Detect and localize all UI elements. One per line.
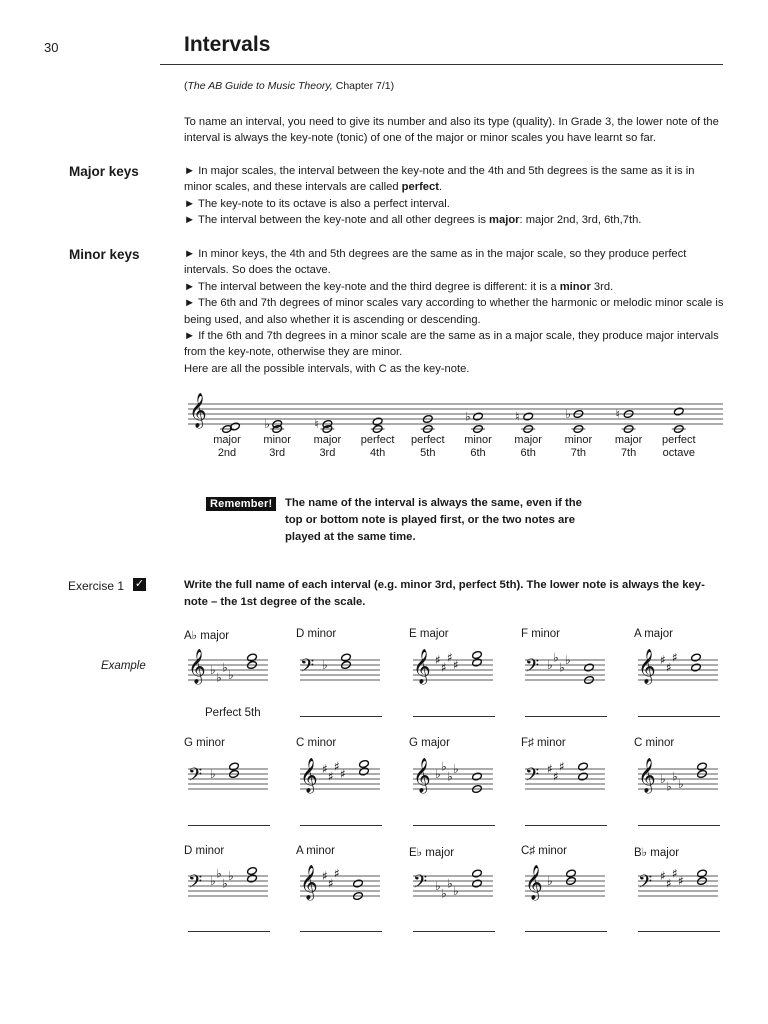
sharp-icon: ♯ xyxy=(660,653,666,667)
key-label: F minor xyxy=(521,628,560,640)
flat-icon: ♭ xyxy=(465,409,471,424)
note-head xyxy=(422,425,433,434)
flat-icon: ♭ xyxy=(547,874,553,888)
page-title: Intervals xyxy=(184,33,271,56)
exercise-staff xyxy=(413,758,493,794)
note-head xyxy=(691,663,702,672)
exercise-label: Exercise 1 xyxy=(68,579,125,593)
treble-clef-icon: 𝄞 xyxy=(300,758,318,793)
note-head xyxy=(359,767,370,776)
key-label: C minor xyxy=(296,737,337,749)
flat-icon: ♭ xyxy=(447,876,453,891)
interval-label xyxy=(553,434,603,460)
note-head xyxy=(353,892,364,901)
interval-number: 7th xyxy=(570,447,587,459)
exercise-instruction: Write the full name of each interval (e.g. minor 3rd, perfect 5th). The lower note is always the key-note – the 1st degree of the scale. xyxy=(184,579,705,608)
exercise-staff xyxy=(638,758,718,794)
interval-quality: perfect xyxy=(360,434,395,446)
interval-perfect-4th xyxy=(371,417,385,433)
bass-clef-icon: 𝄢 xyxy=(300,656,315,681)
note-head xyxy=(422,415,433,424)
bass-clef-icon: 𝄢 xyxy=(525,656,540,681)
note-head xyxy=(573,425,584,434)
interval-staff-lines xyxy=(188,393,723,433)
sharp-icon: ♯ xyxy=(441,660,447,675)
note-head xyxy=(523,412,534,421)
note-head xyxy=(472,772,483,781)
interval-perfect-5th xyxy=(421,415,435,434)
key-label: D minor xyxy=(184,845,225,857)
minor-bullet-2: ► The interval between the key-note and the third degree is different: it is a minor 3rd. xyxy=(184,280,614,293)
sharp-icon: ♯ xyxy=(660,869,666,883)
exercise-staff xyxy=(525,865,605,901)
key-label: A♭ major xyxy=(184,630,230,642)
ref-book: The AB Guide to Music Theory, xyxy=(187,80,333,92)
exercise-staff xyxy=(188,649,268,685)
interval-label xyxy=(403,434,453,460)
example-answer: Perfect 5th xyxy=(205,707,261,719)
note-head xyxy=(272,425,283,434)
natural-icon: ♮ xyxy=(615,407,620,421)
answer-line[interactable] xyxy=(525,825,607,826)
note-head xyxy=(623,410,634,419)
sharp-icon: ♯ xyxy=(334,866,340,881)
sharp-icon: ♯ xyxy=(322,762,328,776)
major-keys-heading: Major keys xyxy=(69,164,139,179)
treble-clef-icon: 𝄞 xyxy=(525,865,543,900)
minor-bullet-3: ► The 6th and 7th degrees of minor scales vary according to whether the harmonic or melodic minor scale is being used, and also whether it is ascending or descending. xyxy=(184,297,724,326)
flat-icon: ♭ xyxy=(559,660,565,675)
major-bullet-1: ► In major scales, the interval between the key-note and the 4th and 5th degrees is the same as it is in minor scales, and these intervals are called perfect. xyxy=(184,165,695,194)
checkbox-icon: ✓ xyxy=(134,578,145,590)
note-head xyxy=(372,417,383,426)
interval-perfect-octave xyxy=(672,407,686,433)
interval-major-2nd xyxy=(220,422,240,433)
flat-icon: ♭ xyxy=(441,759,447,774)
bullet-icon: ► xyxy=(184,165,196,177)
note-head xyxy=(623,425,634,434)
flat-icon: ♭ xyxy=(216,670,222,685)
flat-icon: ♭ xyxy=(660,772,666,786)
interval-label xyxy=(453,434,503,460)
sharp-icon: ♯ xyxy=(678,874,684,888)
note-head xyxy=(353,879,364,888)
exercise-staff xyxy=(638,867,718,898)
interval-major-7th xyxy=(616,407,636,433)
interval-quality: major xyxy=(514,434,542,446)
sharp-icon: ♯ xyxy=(666,660,672,675)
flat-icon: ♭ xyxy=(553,650,559,665)
intro-paragraph: To name an interval, you need to give its number and also its type (quality). In Grade 3, the lower note of the interval is always the key-note (tonic) of one of the major or minor scales you have learnt so far. xyxy=(184,116,719,145)
remember-badge: Remember! xyxy=(206,497,276,511)
major-bullet-2: ► The key-note to its octave is also a perfect interval. xyxy=(184,197,450,210)
exercise-staff xyxy=(413,869,493,900)
key-label: A minor xyxy=(296,845,335,857)
page-number: 30 xyxy=(44,40,59,55)
interval-quality: perfect xyxy=(410,434,445,446)
note-head xyxy=(673,407,684,416)
note-head xyxy=(697,877,708,886)
note-head xyxy=(322,425,333,434)
sharp-icon: ♯ xyxy=(672,866,678,881)
natural-icon: ♮ xyxy=(515,409,520,424)
major-bullet-3: ► The interval between the key-note and all other degrees is major: major 2nd, 3rd, 6th,7th. xyxy=(184,214,642,227)
key-label: G major xyxy=(409,737,450,749)
note-head xyxy=(697,869,708,878)
note-head xyxy=(566,869,577,878)
exercise-staff xyxy=(188,762,268,790)
note-head xyxy=(566,877,577,886)
interval-number: 7th xyxy=(620,447,637,459)
interval-major-3rd xyxy=(314,417,334,433)
note-head xyxy=(584,676,595,685)
interval-number: 5th xyxy=(420,447,436,459)
note-head xyxy=(341,661,352,670)
answer-line[interactable] xyxy=(638,931,720,932)
sharp-icon: ♯ xyxy=(334,759,340,774)
bass-clef-icon: 𝄢 xyxy=(413,872,428,897)
bass-clef-icon: 𝄢 xyxy=(638,872,653,897)
flat-icon: ♭ xyxy=(210,874,216,888)
interval-quality: major xyxy=(614,434,643,446)
sharp-icon: ♯ xyxy=(453,658,459,672)
bullet-icon: ► xyxy=(184,197,196,210)
interval-quality: perfect xyxy=(661,434,696,446)
sharp-icon: ♯ xyxy=(340,767,346,781)
minor-keys-heading: Minor keys xyxy=(69,247,140,262)
flat-icon: ♭ xyxy=(322,658,328,672)
bullet-icon: ► xyxy=(184,248,196,260)
note-head xyxy=(247,867,258,876)
treble-clef-icon: 𝄞 xyxy=(638,758,656,793)
answer-line[interactable] xyxy=(188,931,270,932)
exercise-staff xyxy=(525,760,605,791)
note-head xyxy=(472,651,483,660)
flat-icon: ♭ xyxy=(228,668,234,682)
treble-clef-icon: 𝄞 xyxy=(638,649,656,684)
exercise-staff xyxy=(525,651,605,685)
interval-label xyxy=(503,434,553,460)
key-label: A major xyxy=(634,628,673,640)
treble-clef-icon: 𝄞 xyxy=(413,758,431,793)
note-head xyxy=(472,869,483,878)
interval-minor-6th xyxy=(465,410,485,434)
interval-quality: major xyxy=(213,434,241,446)
interval-label xyxy=(302,434,352,460)
title-rule xyxy=(160,64,723,65)
answer-line[interactable] xyxy=(525,716,607,717)
flat-icon: ♭ xyxy=(222,660,228,675)
interval-minor-3rd xyxy=(264,417,284,433)
note-head xyxy=(578,772,589,781)
note-head xyxy=(472,658,483,667)
sharp-icon: ♯ xyxy=(672,650,678,665)
flat-icon: ♭ xyxy=(672,769,678,784)
minor-closing: Here are all the possible intervals, with C as the key-note. xyxy=(184,362,470,375)
interval-number: 2nd xyxy=(217,447,237,459)
key-label: G minor xyxy=(184,737,225,749)
note-head xyxy=(372,425,383,434)
flat-icon: ♭ xyxy=(228,869,234,883)
interval-quality: minor xyxy=(464,434,492,446)
flat-icon: ♭ xyxy=(547,658,553,672)
note-head xyxy=(573,410,584,419)
example-label: Example xyxy=(101,660,146,672)
minor-bullet-4: ► If the 6th and 7th degrees in a minor scale are the same as in a major scale, they produce major intervals from the key-note, otherwise they are minor. xyxy=(184,330,719,359)
interval-label xyxy=(654,434,704,460)
note-head xyxy=(229,770,240,779)
answer-line[interactable] xyxy=(300,716,382,717)
flat-icon: ♭ xyxy=(210,767,216,781)
answer-line[interactable] xyxy=(413,931,495,932)
note-head xyxy=(247,874,258,883)
interval-number: 3rd xyxy=(319,447,336,459)
note-head xyxy=(691,653,702,662)
flat-icon: ♭ xyxy=(264,417,270,431)
flat-icon: ♭ xyxy=(447,769,453,784)
note-head xyxy=(229,762,240,771)
interval-label xyxy=(252,434,302,460)
minor-keys-text xyxy=(184,246,724,377)
major-keys-text xyxy=(184,163,724,229)
sharp-icon: ♯ xyxy=(328,876,334,891)
note-head xyxy=(673,425,684,434)
interval-number: 6th xyxy=(520,447,536,459)
sharp-icon: ♯ xyxy=(328,769,334,784)
answer-line[interactable] xyxy=(300,825,382,826)
answer-line[interactable] xyxy=(638,716,720,717)
remember-text: The name of the interval is always the same, even if the top or bottom note is played first, or the two notes are played at the same time. xyxy=(285,497,582,543)
treble-clef-icon: 𝄞 xyxy=(300,865,318,900)
flat-icon: ♭ xyxy=(435,879,441,893)
note-head xyxy=(584,663,595,672)
note-head xyxy=(359,760,370,769)
flat-icon: ♭ xyxy=(441,886,447,901)
bass-clef-icon: 𝄢 xyxy=(188,765,203,790)
flat-icon: ♭ xyxy=(453,884,459,898)
note-head xyxy=(473,425,484,434)
key-label: E♭ major xyxy=(409,847,455,859)
interval-label xyxy=(202,434,252,460)
treble-clef-icon: 𝄞 xyxy=(189,393,207,428)
sharp-icon: ♯ xyxy=(322,869,328,883)
bullet-icon: ► xyxy=(184,280,196,293)
exercise-staff xyxy=(300,865,380,901)
note-head xyxy=(472,879,483,888)
flat-icon: ♭ xyxy=(678,777,684,791)
flat-icon: ♭ xyxy=(666,779,672,794)
note-head xyxy=(472,785,483,794)
key-label: B♭ major xyxy=(634,847,680,859)
note-head xyxy=(272,420,283,429)
treble-clef-icon: 𝄞 xyxy=(188,649,206,684)
flat-icon: ♭ xyxy=(222,876,228,891)
bass-clef-icon: 𝄢 xyxy=(188,872,203,897)
note-head xyxy=(578,762,589,771)
sharp-icon: ♯ xyxy=(435,653,441,667)
interval-quality: minor xyxy=(564,434,593,446)
ref-suffix: Chapter 7/1) xyxy=(332,80,395,92)
bass-clef-icon: 𝄢 xyxy=(525,765,540,790)
key-label: C minor xyxy=(634,737,675,749)
note-head xyxy=(473,412,484,421)
flat-icon: ♭ xyxy=(210,663,216,677)
answer-line[interactable] xyxy=(413,716,495,717)
interval-quality: minor xyxy=(263,434,291,446)
flat-icon: ♭ xyxy=(453,762,459,776)
note-head xyxy=(222,425,233,434)
sharp-icon: ♯ xyxy=(553,769,559,784)
answer-line[interactable] xyxy=(188,825,270,826)
sharp-icon: ♯ xyxy=(547,762,553,776)
bullet-icon: ► xyxy=(184,330,196,343)
interval-number: 4th xyxy=(369,447,386,459)
note-head xyxy=(247,653,258,662)
interval-minor-7th xyxy=(565,407,585,433)
treble-clef-icon: 𝄞 xyxy=(413,649,431,684)
key-label: F♯ minor xyxy=(521,737,566,749)
exercise-staff xyxy=(638,649,718,685)
interval-number: octave xyxy=(662,447,695,459)
exercise-staff xyxy=(300,653,380,681)
exercise-staff xyxy=(413,649,493,685)
interval-number: 3rd xyxy=(269,447,286,459)
note-head xyxy=(230,422,241,431)
flat-icon: ♭ xyxy=(435,767,441,781)
sharp-icon: ♯ xyxy=(559,759,565,774)
key-label: E major xyxy=(409,628,449,640)
bullet-icon: ► xyxy=(184,214,196,227)
key-label: C♯ minor xyxy=(521,845,568,857)
sharp-icon: ♯ xyxy=(666,876,672,891)
sharp-icon: ♯ xyxy=(447,650,453,665)
note-head xyxy=(523,425,534,434)
reference xyxy=(184,80,394,92)
note-head xyxy=(341,653,352,662)
exercise-staff xyxy=(188,867,268,898)
exercise-staff xyxy=(300,758,380,794)
answer-line[interactable] xyxy=(413,825,495,826)
note-head xyxy=(697,762,708,771)
interval-number: 6th xyxy=(470,447,486,459)
note-head xyxy=(697,770,708,779)
flat-icon: ♭ xyxy=(565,653,571,667)
ref-prefix: ( xyxy=(184,80,188,92)
interval-label xyxy=(353,434,403,460)
note-head xyxy=(247,661,258,670)
answer-line[interactable] xyxy=(300,931,382,932)
key-label: D minor xyxy=(296,628,337,640)
interval-quality: major xyxy=(313,434,342,446)
answer-line[interactable] xyxy=(638,825,720,826)
flat-icon: ♭ xyxy=(565,407,572,421)
bullet-icon: ► xyxy=(184,297,196,310)
answer-line[interactable] xyxy=(525,931,607,932)
note-head xyxy=(322,420,333,429)
interval-major-6th xyxy=(515,410,535,434)
flat-icon: ♭ xyxy=(216,866,222,881)
interval-label xyxy=(604,434,654,460)
natural-icon: ♮ xyxy=(314,417,319,431)
minor-bullet-1: ► In minor keys, the 4th and 5th degrees are the same as in the major scale, so they produce perfect intervals. So does the octave. xyxy=(184,248,687,277)
